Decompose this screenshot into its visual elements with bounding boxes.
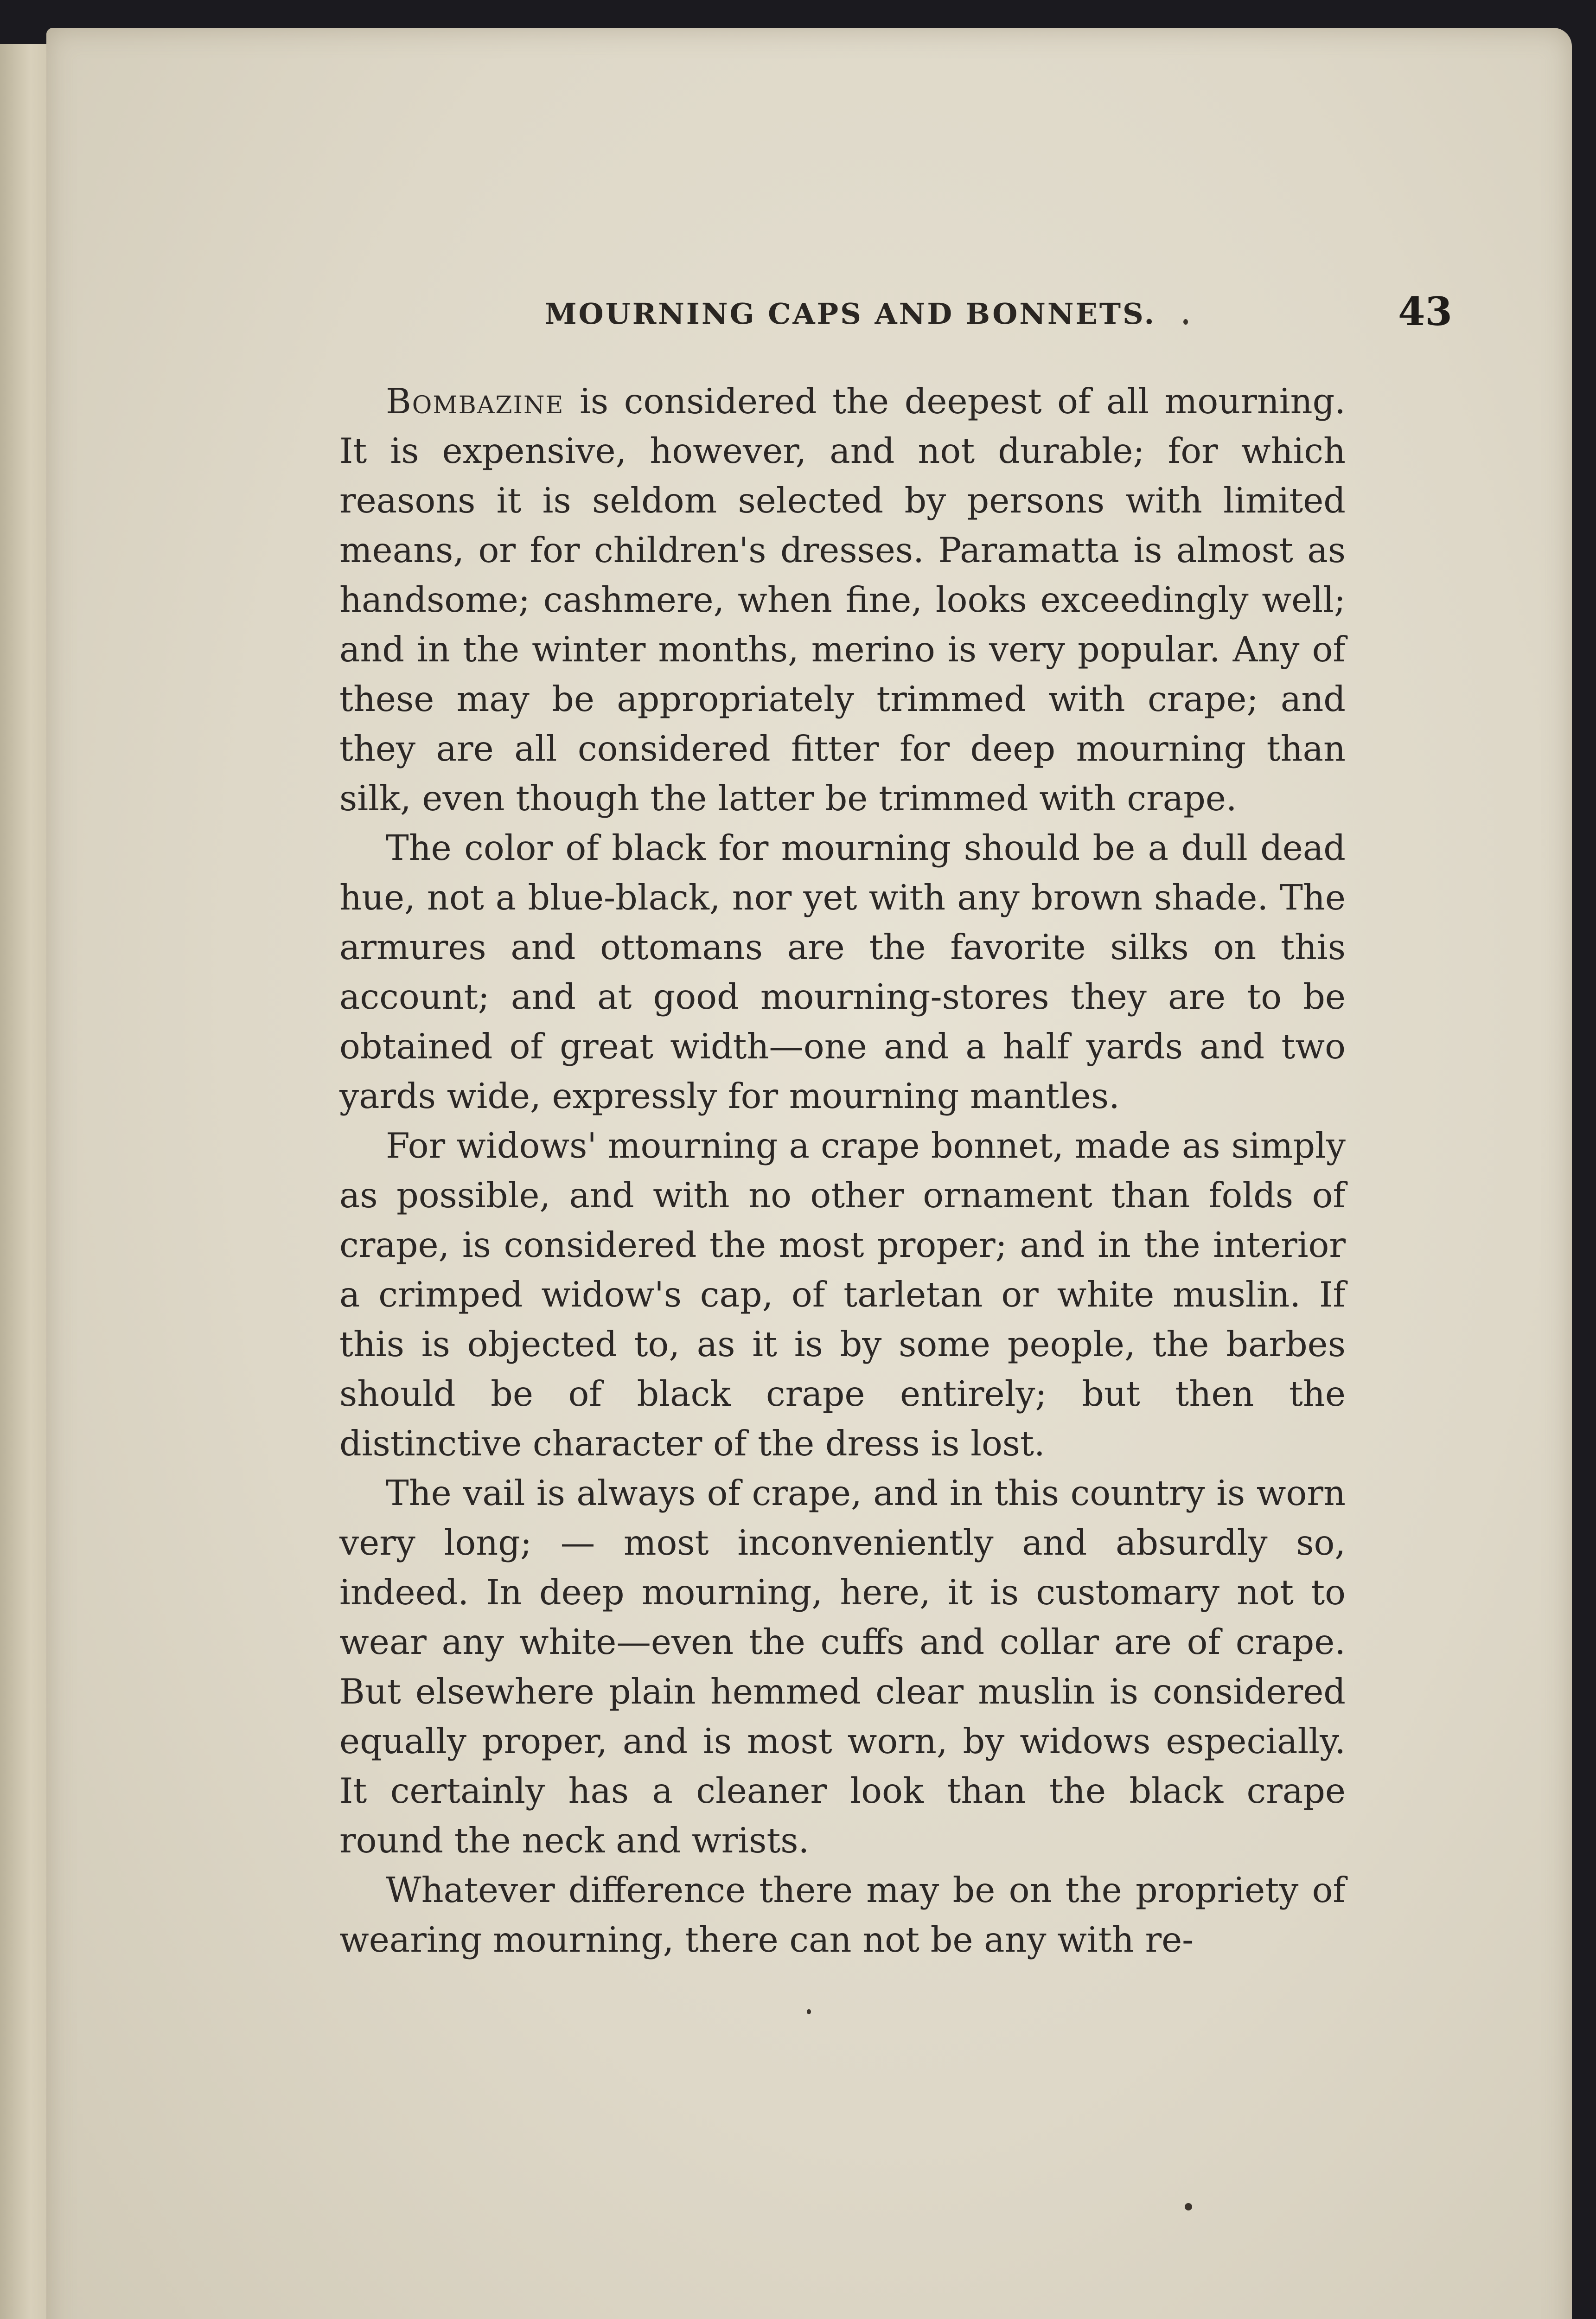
paragraph bbox=[339, 1468, 1346, 1865]
paragraph-lead-word: Bombazine bbox=[386, 381, 564, 422]
paragraph bbox=[339, 823, 1346, 1121]
running-title: MOURNING CAPS AND BONNETS. bbox=[545, 297, 1156, 331]
paragraph-text: For widows' mourning a crape bonnet, made as simply as possible, and with no other ornament than folds of crape, is considered the most proper; and in the interior a crimped widow's cap, of tarletan or white muslin. If this is objected to, as it is by some people, the barbes should be of black crape entirely; but then the distinctive character of the dress is lost. bbox=[339, 1126, 1346, 1464]
body-text bbox=[339, 377, 1346, 1965]
paragraph-text: The vail is always of crape, and in this country is worn very long; — most inconveniently and absurdly so, indeed. In deep mourning, here, it is customary not to wear any white—even the cuffs and collar are of crape. But elsewhere plain hemmed clear muslin is considered equally proper, and is most worn, by widows especially. It certainly has a cleaner look than the black crape round the neck and wrists. bbox=[339, 1473, 1346, 1861]
paragraph bbox=[339, 1121, 1346, 1468]
paragraph-text: is considered the deepest of all mourning. It is expensive, however, and not durable; for which reasons it is seldom selected by persons with limited means, or for children's dresses. Paramatta is almost as handsome; cashmere, when fine, looks exceedingly well; and in the winter months, merino is very popular. Any of these may be appropriately trimmed with crape; and they are all considered fitter for deep mourning than silk, even though the latter be trimmed with crape. bbox=[339, 381, 1346, 819]
paragraph bbox=[339, 1865, 1346, 1965]
paper-speck bbox=[1185, 2203, 1192, 2210]
paper-speck bbox=[807, 2009, 811, 2014]
paragraph-text: Whatever difference there may be on the propriety of wearing mourning, there can not be any with re- bbox=[339, 1870, 1346, 1960]
page-number: 43 bbox=[1398, 288, 1452, 334]
paragraph bbox=[339, 377, 1346, 823]
paragraph-text: The color of black for mourning should be a dull dead hue, not a blue-black, nor yet with any brown shade. The armures and ottomans are the favorite silks on this account; and at good mourning-stores they are to be obtained of great width—one and a half yards and two yards wide, expressly for mourning mantles. bbox=[339, 828, 1346, 1116]
page-header bbox=[343, 288, 1452, 340]
adjacent-page-edge bbox=[0, 44, 54, 2319]
